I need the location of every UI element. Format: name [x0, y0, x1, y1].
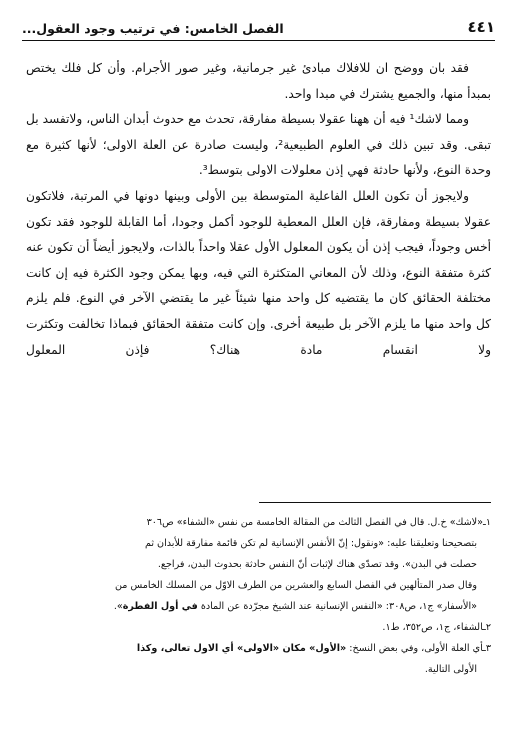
footnote-3-line-1	[26, 638, 491, 659]
footnote-1-line-2: بتصحيحنا وتعليقنا عليه: «ونقول: إنّ الأنفس الإنسانية لم تكن قائمة مفارقة للأبدان ثم	[144, 538, 477, 549]
header-rule	[22, 40, 495, 41]
running-title: الفصل الخامس: في ترتيب وجود العقول...	[22, 21, 284, 36]
footnote-3-lead: ٣ـأي العلة الأولى، وفي بعض النسخ:	[346, 643, 491, 654]
footnote-1-quote: «الأسفار» ج١، ص٣٠٨: «النفس الإنسانية عند الشيخ مجرّدة عن المادة	[197, 601, 477, 612]
footnote-1-line-4: وقال صدر المتألهين في الفصل السابع والعشرين من الطرف الاوّل من المسلك الخامس من	[115, 580, 477, 591]
footnote-rule	[259, 502, 491, 503]
main-text	[26, 56, 491, 363]
footnote-3-emphasis: «الأول» مكان «الاولى» أي الاول تعالى، وكذا	[136, 643, 347, 654]
footnote-2: ٢ـالشفاء، ج١، ص٣٥٢، ط١.	[382, 622, 491, 633]
paragraph-2: ومما لاشك¹ فيه أن ههنا عقولا بسيطة مفارقة، تحدث مع حدوث أبدان الناس، ولاتفسد بل تبقى. وقد تبين ذلك في العلوم الطبيعية²، وليست صادرة عن العلة الاولى؛ لأنها كثيرة مع وحدة النوع، ولأنها حادثة فهي إذن معلولات الاولى بتوسط³.	[26, 112, 491, 178]
paragraph-3: ولايجوز أن تكون العلل الفاعلية المتوسطة بين الأولى وبينها دونها في المرتبة، فلاتكون عقولا بسيطة ومفارقة، فإن العلل المعطية للوجود أكمل وجودا، أما القابلة للوجود فقد تكون أخس وجوداً، فيجب إذن أن يكون المعلول الأول عقلا واحداً بالذات، ولايجوز أيضاً أن تكون عنه كثرة متفقة النوع، وذلك لأن المعاني المتكثرة التي فيه، وبها يمكن وجود الكثرة فيه إن كانت مختلفة الحقائق كان ما يقتضيه كل واحد منها شيئاً غير ما يقتضي الآخر في النوع. فلم يلزم كل واحد منها ما يلزم الآخر بل طبيعة أخرى. وإن كانت متفقة الحقائق فبماذا تخالفت وتكثرت ولا انقسام مادة هناك؟ فإذن المعلول	[26, 188, 491, 357]
footnote-1-line-5	[26, 596, 491, 617]
footnote-1-quote-end: ».	[113, 601, 123, 612]
paragraph-1: فقد بان ووضح ان للافلاك مبادئ غير جرمانية، وغير صور الأجرام. وأن كل فلك يختص بمبدأ منها، والجميع يشترك في مبدا واحد.	[26, 61, 491, 101]
running-header	[22, 14, 495, 36]
footnote-1-line-1: ١ـ«لاشك» خ.ل. قال في الفصل الثالث من المقالة الخامسة من نفس «الشفاء» ص٣٠٦	[146, 517, 491, 528]
footnotes	[26, 512, 491, 680]
footnote-3-line-2: الأولى التالية.	[424, 664, 477, 675]
footnote-1-line-3: حصلت في البدن». وقد تصدّى هناك لإثبات أنّ النفس حادثة بحدوث البدن، فراجع.	[157, 559, 477, 570]
page-number: ٤٤١	[467, 18, 495, 36]
footnote-1-emphasis: في أول الفطرة	[122, 601, 198, 612]
